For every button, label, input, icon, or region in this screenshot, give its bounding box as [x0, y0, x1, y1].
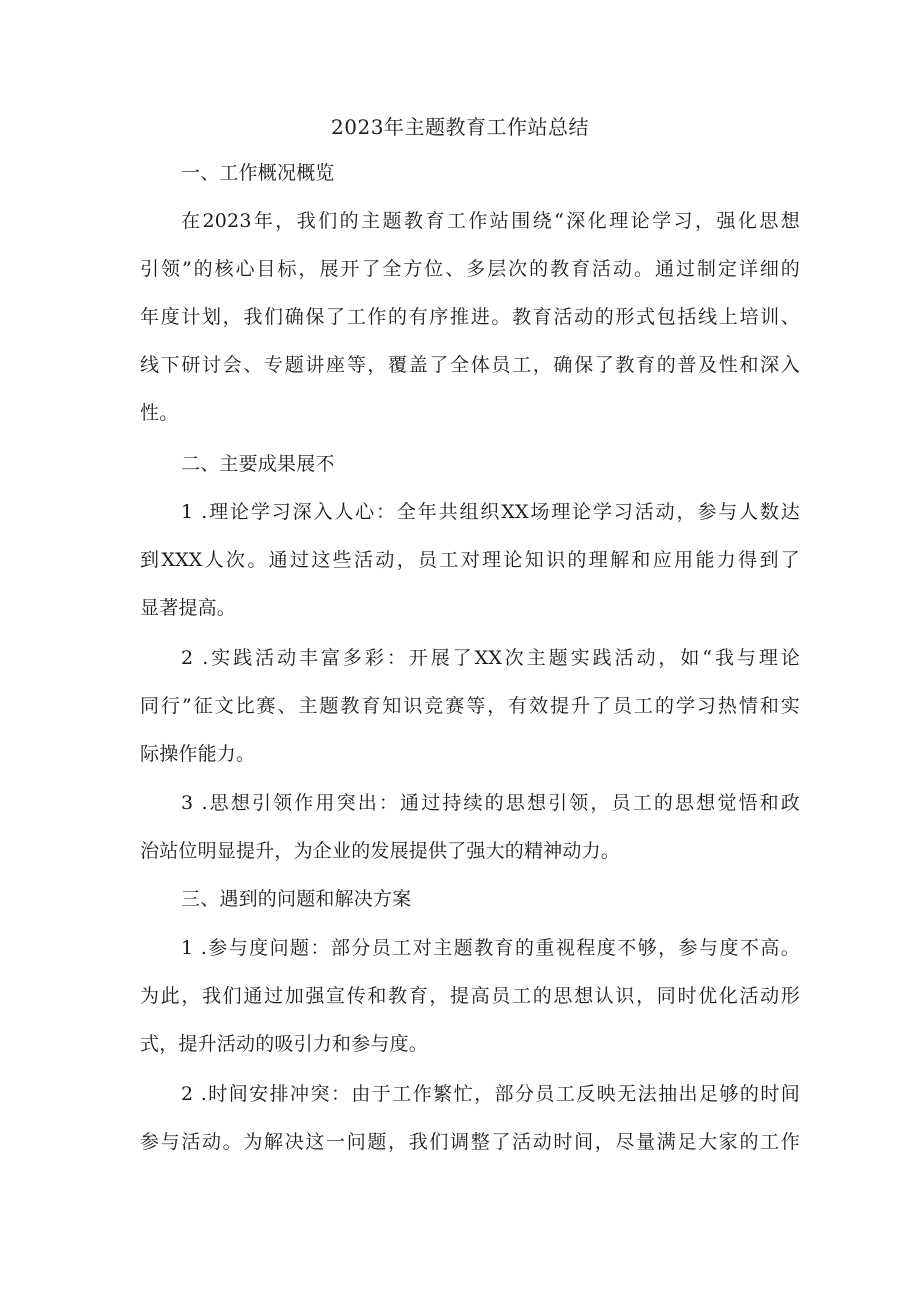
- document-title: 2023年主题教育工作站总结: [331, 115, 589, 139]
- paragraph-line: 显著提高。: [140, 597, 237, 619]
- paragraph-line: 年度计划，我们确保了工作的有序推进。教育活动的形式包括线上培训、: [140, 306, 800, 328]
- paragraph-line: 引领”的核心目标，展开了全方位、多层次的教育活动。通过制定详细的: [140, 258, 800, 280]
- section-heading-achievements: 二、主要成果展不: [181, 453, 335, 475]
- paragraph-line: 1 .理论学习深入人心：全年共组织XX场理论学习活动，参与人数达: [181, 501, 800, 523]
- paragraph-line: 在2023年，我们的主题教育工作站围绕“深化理论学习，强化思想: [181, 210, 800, 232]
- section-heading-problems: 三、遇到的问题和解决方案: [181, 888, 412, 910]
- paragraph-line: 性。: [140, 402, 179, 424]
- paragraph-line: 式，提升活动的吸引力和参与度。: [140, 1033, 429, 1055]
- paragraph-line: 3 .思想引领作用突出：通过持续的思想引领，员工的思想觉悟和政: [181, 792, 800, 814]
- paragraph-line: 为此，我们通过加强宣传和教育，提高员工的思想认识，同时优化活动形: [140, 985, 800, 1007]
- paragraph-line: 际操作能力。: [140, 743, 256, 765]
- paragraph-line: 1 .参与度问题：部分员工对主题教育的重视程度不够，参与度不高。: [181, 937, 800, 959]
- paragraph-line: 线下研讨会、专题讲座等，覆盖了全体员工，确保了教育的普及性和深入: [140, 354, 800, 376]
- section-heading-overview: 一、工作概况概览: [181, 162, 335, 184]
- paragraph-line: 到XXX人次。通过这些活动，员工对理论知识的理解和应用能力得到了: [140, 549, 800, 571]
- paragraph-line: 治站位明显提升，为企业的发展提供了强大的精神动力。: [140, 840, 621, 862]
- paragraph-line: 2 .实践活动丰富多彩：开展了XX次主题实践活动，如“我与理论: [181, 647, 800, 669]
- paragraph-line: 参与活动。为解决这一问题，我们调整了活动时间，尽量满足大家的工作: [140, 1131, 800, 1153]
- paragraph-line: 2 .时间安排冲突：由于工作繁忙，部分员工反映无法抽出足够的时间: [181, 1083, 800, 1105]
- paragraph-line: 同行”征文比赛、主题教育知识竞赛等，有效提升了员工的学习热情和实: [140, 695, 800, 717]
